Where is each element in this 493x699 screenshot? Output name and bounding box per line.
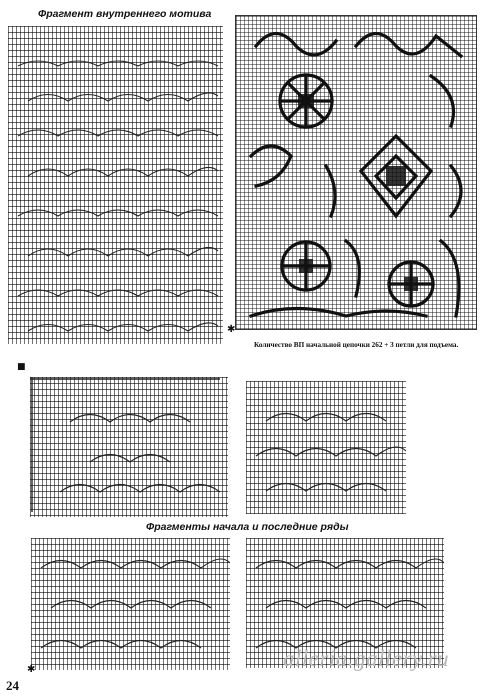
fragments-title: Фрагменты начала и последние ряды: [146, 521, 349, 533]
star-marker-bottom: ✱: [27, 664, 36, 675]
page-number: 24: [6, 678, 19, 693]
start-square-marker: ■: [17, 362, 26, 372]
start-fragment-right-pattern: [246, 381, 406, 514]
start-fragment-right-chart: [246, 381, 406, 514]
watermark: alleria.gallery.ru: [283, 646, 450, 671]
chain-count-caption: Количество ВП начальной цепочки 262 + 3 петли для подъема.: [254, 341, 459, 349]
start-fragment-left-pattern: [30, 377, 228, 517]
fragment-inner-title: Фрагмент внутреннего мотива: [38, 8, 212, 20]
inner-motif-chart: [8, 26, 223, 344]
star-marker-top: ✱: [227, 324, 236, 335]
last-rows-left-pattern: [31, 538, 230, 670]
filet-motif-chart: [235, 15, 477, 330]
inner-motif-arches: [8, 26, 223, 344]
last-rows-left-chart: [31, 538, 230, 670]
start-fragment-left-chart: [30, 377, 228, 517]
filet-motif-pattern: [236, 16, 476, 329]
